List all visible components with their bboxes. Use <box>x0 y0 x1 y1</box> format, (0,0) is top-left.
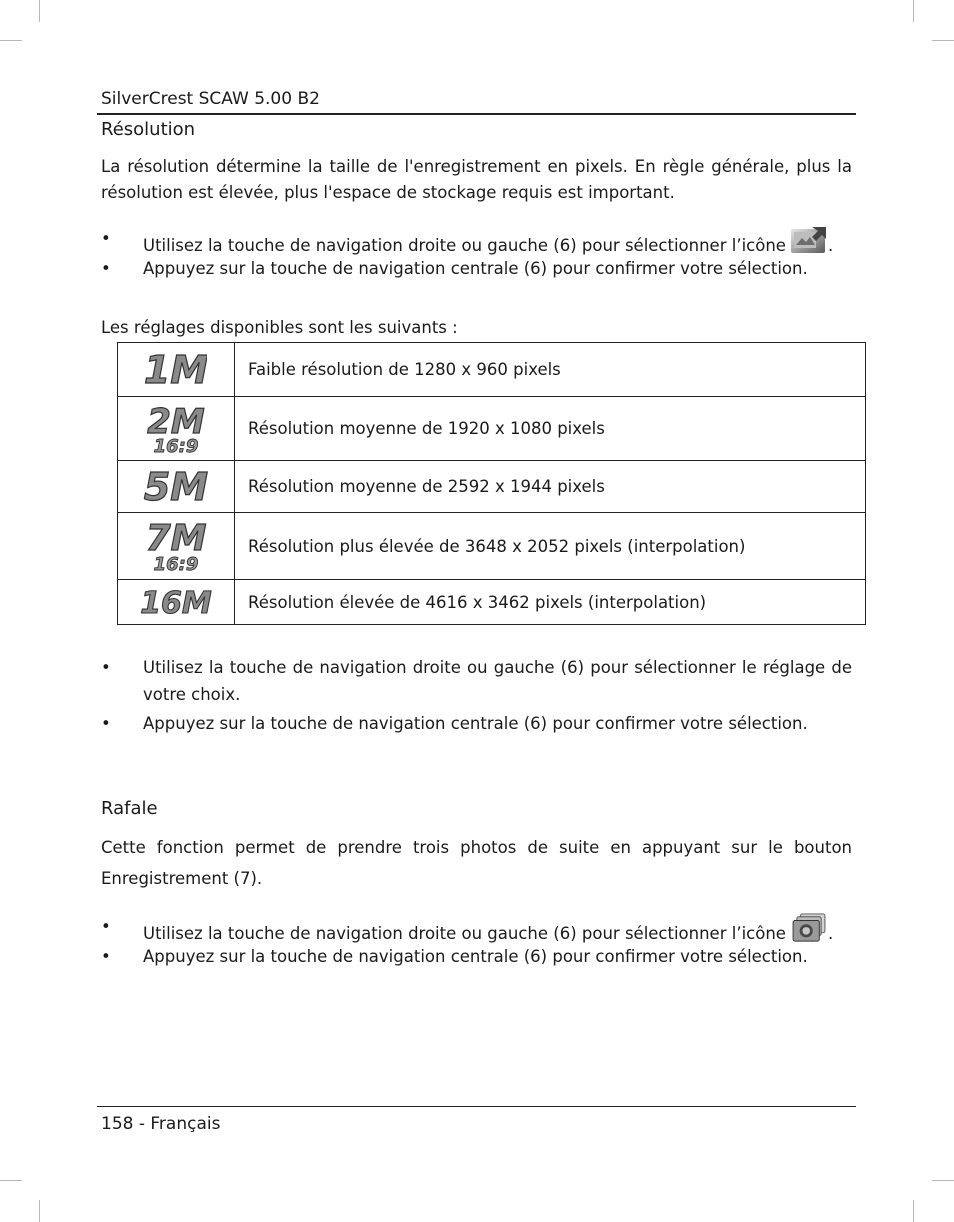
footer-divider <box>97 1106 856 1107</box>
list-item <box>101 654 852 708</box>
bullet-text: Utilisez la touche de navigation droite ou gauche (6) pour sélectionner l’icône <box>143 236 786 255</box>
list-item <box>101 225 852 259</box>
1m-resolution-icon <box>145 347 207 389</box>
2m-169-resolution-icon <box>145 399 207 455</box>
bullet-dot: • <box>101 714 111 733</box>
list-item <box>101 255 852 282</box>
table-cell-icon <box>118 580 235 625</box>
bullet-dot: • <box>101 947 111 966</box>
bullet-dot: • <box>101 917 111 936</box>
crop-mark <box>913 1200 914 1222</box>
table-row <box>118 513 866 580</box>
header-title: SilverCrest SCAW 5.00 B2 <box>101 89 320 109</box>
icon-label: 2M <box>147 401 205 442</box>
bullet-dot: • <box>101 259 111 278</box>
settings-intro: Les réglages disponibles sont les suivants : <box>101 318 458 337</box>
icon-label: 1M <box>145 347 207 389</box>
icon-label: 16M <box>140 586 212 617</box>
table-row <box>118 580 866 625</box>
resolution-intro: La résolution détermine la taille de l'enregistrement en pixels. En règle générale, plus la résolution est élevée, plus l'espace de stockage requis est important. <box>101 157 852 202</box>
7m-169-resolution-icon <box>145 515 207 573</box>
bullet-text: Utilisez la touche de navigation droite ou gauche (6) pour sélectionner le réglage de votre choix. <box>143 658 852 704</box>
table-cell-icon <box>118 343 235 397</box>
icon-label: 5M <box>143 464 209 506</box>
rafale-heading: Rafale <box>101 798 158 819</box>
bullet-text: Appuyez sur la touche de navigation centrale (6) pour confirmer votre sélection. <box>143 259 808 278</box>
bullet-period: . <box>827 924 834 943</box>
resolution-heading: Résolution <box>101 119 196 140</box>
image-size-icon <box>790 225 828 255</box>
5m-resolution-icon <box>143 464 209 506</box>
table-cell-description: Résolution moyenne de 2592 x 1944 pixels <box>235 461 866 513</box>
table-cell-description: Faible résolution de 1280 x 960 pixels <box>235 343 866 397</box>
list-item <box>101 943 852 970</box>
table-cell-description: Résolution plus élevée de 3648 x 2052 pixels (interpolation) <box>235 513 866 580</box>
table-row <box>118 343 866 397</box>
bullet-text: Appuyez sur la touche de navigation centrale (6) pour confirmer votre sélection. <box>143 947 808 966</box>
table-cell-description: Résolution élevée de 4616 x 3462 pixels (interpolation) <box>235 580 866 625</box>
icon-sublabel: 16:9 <box>153 554 199 573</box>
bullet-dot: • <box>101 658 111 677</box>
table-row <box>118 397 866 461</box>
list-item <box>101 913 852 947</box>
icon-sublabel: 16:9 <box>153 435 199 455</box>
crop-mark <box>913 0 914 22</box>
table-cell-icon <box>118 397 235 461</box>
table-row <box>118 461 866 513</box>
bullet-text: Appuyez sur la touche de navigation centrale (6) pour confirmer votre sélection. <box>143 714 808 733</box>
crop-mark <box>0 40 22 41</box>
page-number: 158 - Français <box>101 1114 221 1134</box>
table-cell-description: Résolution moyenne de 1920 x 1080 pixels <box>235 397 866 461</box>
bullet-dot: • <box>101 229 111 248</box>
crop-mark <box>932 1180 954 1181</box>
rafale-intro: Cette fonction permet de prendre trois photos de suite en appuyant sur le bouton Enregistrement (7). <box>101 838 852 888</box>
16m-resolution-icon <box>140 583 212 617</box>
resolution-table <box>117 342 866 625</box>
bullet-text: Utilisez la touche de navigation droite ou gauche (6) pour sélectionner l’icône <box>143 924 786 943</box>
table-cell-icon <box>118 461 235 513</box>
table-cell-icon <box>118 513 235 580</box>
list-item <box>101 710 852 737</box>
crop-mark <box>39 0 40 22</box>
burst-mode-icon <box>790 913 828 943</box>
crop-mark <box>39 1200 40 1222</box>
crop-mark <box>932 40 954 41</box>
bullet-period: . <box>827 236 834 255</box>
header-divider <box>97 113 856 115</box>
crop-mark <box>0 1180 22 1181</box>
icon-label: 7M <box>145 518 207 559</box>
